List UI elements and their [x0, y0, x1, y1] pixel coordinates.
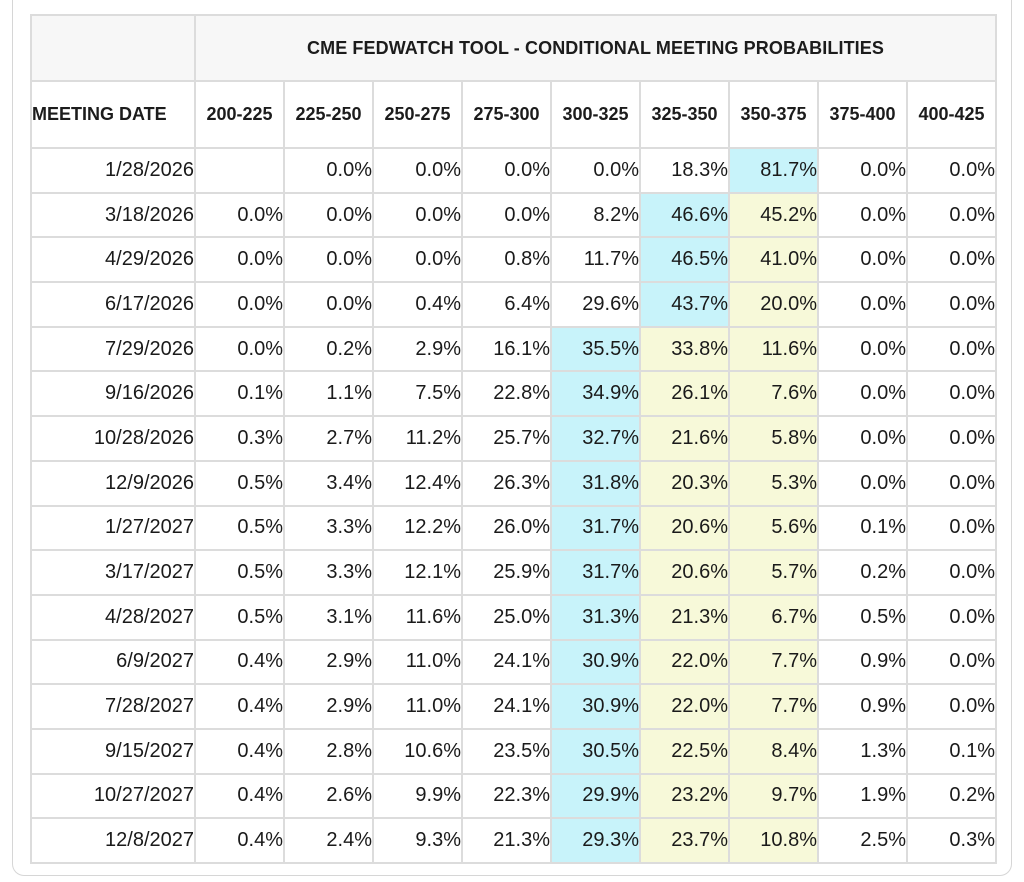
- probability-cell: 2.9%: [284, 640, 373, 685]
- probability-cell: 7.5%: [373, 371, 462, 416]
- probability-cell: 12.2%: [373, 506, 462, 551]
- probability-cell: 29.6%: [551, 282, 640, 327]
- probability-cell: 25.0%: [462, 595, 551, 640]
- probability-cell: 3.1%: [284, 595, 373, 640]
- probability-cell: 0.2%: [818, 550, 907, 595]
- rate-range-header: 325-350: [640, 81, 729, 148]
- meeting-date-cell: 6/17/2026: [31, 282, 195, 327]
- probability-cell: 0.0%: [373, 193, 462, 238]
- table-title: CME FEDWATCH TOOL - CONDITIONAL MEETING PROBABILITIES: [195, 15, 996, 81]
- probability-cell: 8.4%: [729, 729, 818, 774]
- meeting-date-cell: 7/29/2026: [31, 327, 195, 372]
- probability-cell: 0.4%: [195, 684, 284, 729]
- probability-cell: 0.4%: [195, 818, 284, 863]
- fedwatch-probability-table: [30, 14, 997, 864]
- probability-cell: 34.9%: [551, 371, 640, 416]
- probability-cell: 0.0%: [907, 148, 996, 193]
- probability-cell: 2.9%: [284, 684, 373, 729]
- probability-cell: 0.0%: [907, 550, 996, 595]
- probability-cell: 0.0%: [284, 237, 373, 282]
- meeting-date-cell: 9/16/2026: [31, 371, 195, 416]
- probability-cell: 31.7%: [551, 506, 640, 551]
- probability-cell: 0.0%: [195, 282, 284, 327]
- title-row: [31, 15, 996, 81]
- probability-cell: 2.6%: [284, 774, 373, 819]
- probability-cell: 9.7%: [729, 774, 818, 819]
- rate-range-header: 225-250: [284, 81, 373, 148]
- probability-cell: 0.0%: [907, 193, 996, 238]
- rate-range-header: 275-300: [462, 81, 551, 148]
- probability-cell: 0.0%: [818, 237, 907, 282]
- meeting-date-cell: 4/29/2026: [31, 237, 195, 282]
- probability-cell: 0.5%: [195, 461, 284, 506]
- meeting-date-cell: 1/27/2027: [31, 506, 195, 551]
- probability-cell: 0.0%: [195, 327, 284, 372]
- probability-cell: 0.0%: [907, 371, 996, 416]
- probability-cell: 29.3%: [551, 818, 640, 863]
- meeting-date-cell: 9/15/2027: [31, 729, 195, 774]
- probability-cell: 0.0%: [818, 327, 907, 372]
- probability-cell: 11.0%: [373, 640, 462, 685]
- table-row: [31, 506, 996, 551]
- rate-range-header: 375-400: [818, 81, 907, 148]
- probability-cell: 20.3%: [640, 461, 729, 506]
- probability-cell: 5.8%: [729, 416, 818, 461]
- probability-cell: 0.0%: [462, 148, 551, 193]
- probability-cell: 0.0%: [818, 371, 907, 416]
- probability-cell: 23.2%: [640, 774, 729, 819]
- probability-cell: 26.1%: [640, 371, 729, 416]
- meeting-date-header: MEETING DATE: [31, 81, 195, 148]
- meeting-date-cell: 12/9/2026: [31, 461, 195, 506]
- table-row: [31, 640, 996, 685]
- probability-cell: 33.8%: [640, 327, 729, 372]
- table-row: [31, 774, 996, 819]
- probability-cell: 0.5%: [195, 506, 284, 551]
- probability-cell: 5.7%: [729, 550, 818, 595]
- probability-cell: 0.0%: [373, 148, 462, 193]
- probability-cell: 0.4%: [195, 640, 284, 685]
- probability-cell: 0.4%: [195, 729, 284, 774]
- probability-cell: 0.5%: [195, 595, 284, 640]
- probability-cell: 0.0%: [195, 193, 284, 238]
- probability-cell: 22.5%: [640, 729, 729, 774]
- probability-cell: 0.2%: [284, 327, 373, 372]
- probability-cell: 41.0%: [729, 237, 818, 282]
- meeting-date-cell: 10/27/2027: [31, 774, 195, 819]
- probability-cell: 5.6%: [729, 506, 818, 551]
- probability-cell: 46.5%: [640, 237, 729, 282]
- probability-cell: 2.5%: [818, 818, 907, 863]
- probability-cell: 0.4%: [195, 774, 284, 819]
- probability-cell: 16.1%: [462, 327, 551, 372]
- probability-cell: 0.5%: [195, 550, 284, 595]
- table-row: [31, 729, 996, 774]
- probability-cell: 12.1%: [373, 550, 462, 595]
- probability-cell: 32.7%: [551, 416, 640, 461]
- meeting-date-cell: 10/28/2026: [31, 416, 195, 461]
- probability-cell: 7.7%: [729, 640, 818, 685]
- probability-cell: 10.6%: [373, 729, 462, 774]
- probability-cell: 11.2%: [373, 416, 462, 461]
- table-row: [31, 282, 996, 327]
- probability-cell: 11.6%: [373, 595, 462, 640]
- probability-cell: 0.1%: [195, 371, 284, 416]
- table-row: [31, 595, 996, 640]
- probability-cell: 0.0%: [907, 684, 996, 729]
- probability-cell: 9.9%: [373, 774, 462, 819]
- probability-cell: 5.3%: [729, 461, 818, 506]
- probability-cell: 22.3%: [462, 774, 551, 819]
- probability-cell: 0.0%: [284, 282, 373, 327]
- table-row: [31, 237, 996, 282]
- probability-cell: 24.1%: [462, 640, 551, 685]
- table-row: [31, 684, 996, 729]
- probability-cell: 9.3%: [373, 818, 462, 863]
- meeting-date-cell: 1/28/2026: [31, 148, 195, 193]
- blank-corner-cell: [31, 15, 195, 81]
- probability-cell: 0.5%: [818, 595, 907, 640]
- probability-cell: 30.9%: [551, 640, 640, 685]
- probability-cell: 7.7%: [729, 684, 818, 729]
- probability-cell: 0.4%: [373, 282, 462, 327]
- table-body: [31, 148, 996, 863]
- probability-cell: 30.9%: [551, 684, 640, 729]
- probability-cell: 81.7%: [729, 148, 818, 193]
- probability-cell: 22.0%: [640, 684, 729, 729]
- probability-cell: 0.0%: [907, 506, 996, 551]
- probability-cell: 43.7%: [640, 282, 729, 327]
- rate-range-header: 400-425: [907, 81, 996, 148]
- probability-cell: 3.3%: [284, 550, 373, 595]
- meeting-date-cell: 12/8/2027: [31, 818, 195, 863]
- probability-cell: 3.3%: [284, 506, 373, 551]
- probability-cell: 26.0%: [462, 506, 551, 551]
- rate-range-header: 350-375: [729, 81, 818, 148]
- table-row: [31, 416, 996, 461]
- probability-cell: 0.0%: [818, 148, 907, 193]
- probability-cell: 8.2%: [551, 193, 640, 238]
- probability-cell: 0.0%: [818, 282, 907, 327]
- probability-cell: 6.7%: [729, 595, 818, 640]
- probability-cell: 1.1%: [284, 371, 373, 416]
- probability-cell: 0.0%: [907, 461, 996, 506]
- probability-cell: 30.5%: [551, 729, 640, 774]
- probability-cell: 0.1%: [818, 506, 907, 551]
- probability-cell: 25.9%: [462, 550, 551, 595]
- probability-cell: 31.7%: [551, 550, 640, 595]
- probability-cell: 0.0%: [818, 193, 907, 238]
- probability-cell: 0.0%: [284, 148, 373, 193]
- table-row: [31, 148, 996, 193]
- probability-cell: 23.7%: [640, 818, 729, 863]
- probability-cell: 0.0%: [373, 237, 462, 282]
- probability-cell: 2.9%: [373, 327, 462, 372]
- meeting-date-cell: 3/17/2027: [31, 550, 195, 595]
- probability-cell: 22.8%: [462, 371, 551, 416]
- probability-cell: 29.9%: [551, 774, 640, 819]
- probability-cell: 11.7%: [551, 237, 640, 282]
- probability-cell: 0.0%: [907, 416, 996, 461]
- probability-cell: 2.8%: [284, 729, 373, 774]
- probability-cell: 11.6%: [729, 327, 818, 372]
- probability-cell: 0.0%: [907, 595, 996, 640]
- table-row: [31, 818, 996, 863]
- probability-cell: 0.9%: [818, 640, 907, 685]
- probability-cell: 7.6%: [729, 371, 818, 416]
- table-row: [31, 327, 996, 372]
- probability-cell: 0.3%: [907, 818, 996, 863]
- rate-range-header: 200-225: [195, 81, 284, 148]
- probability-cell: 25.7%: [462, 416, 551, 461]
- probability-cell: 1.3%: [818, 729, 907, 774]
- probability-cell: 20.6%: [640, 550, 729, 595]
- table-row: [31, 550, 996, 595]
- probability-cell: 21.3%: [640, 595, 729, 640]
- probability-cell: 12.4%: [373, 461, 462, 506]
- probability-cell: 0.0%: [818, 416, 907, 461]
- probability-cell: 22.0%: [640, 640, 729, 685]
- probability-cell: 20.6%: [640, 506, 729, 551]
- meeting-date-cell: 4/28/2027: [31, 595, 195, 640]
- probability-cell: 31.3%: [551, 595, 640, 640]
- probability-cell: 31.8%: [551, 461, 640, 506]
- rate-range-header: 300-325: [551, 81, 640, 148]
- probability-cell: 0.0%: [195, 237, 284, 282]
- probability-cell: 20.0%: [729, 282, 818, 327]
- probability-cell: 0.0%: [818, 461, 907, 506]
- probability-cell: 0.0%: [907, 640, 996, 685]
- probability-cell: 0.3%: [195, 416, 284, 461]
- table-row: [31, 193, 996, 238]
- probability-cell: 21.6%: [640, 416, 729, 461]
- probability-cell: 46.6%: [640, 193, 729, 238]
- probability-cell: 1.9%: [818, 774, 907, 819]
- meeting-date-cell: 7/28/2027: [31, 684, 195, 729]
- probability-cell: 0.0%: [462, 193, 551, 238]
- table-row: [31, 371, 996, 416]
- probability-cell: 0.9%: [818, 684, 907, 729]
- probability-cell: 2.4%: [284, 818, 373, 863]
- probability-cell: 0.0%: [551, 148, 640, 193]
- probability-cell: 0.8%: [462, 237, 551, 282]
- probability-cell: 11.0%: [373, 684, 462, 729]
- probability-cell: 0.0%: [907, 237, 996, 282]
- probability-cell: 18.3%: [640, 148, 729, 193]
- probability-cell: 24.1%: [462, 684, 551, 729]
- probability-cell: 21.3%: [462, 818, 551, 863]
- probability-cell: 10.8%: [729, 818, 818, 863]
- probability-cell: 0.0%: [907, 282, 996, 327]
- probability-cell: 0.0%: [907, 327, 996, 372]
- probability-cell: [195, 148, 284, 193]
- meeting-date-cell: 6/9/2027: [31, 640, 195, 685]
- probability-cell: 0.0%: [284, 193, 373, 238]
- probability-cell: 2.7%: [284, 416, 373, 461]
- probability-cell: 0.1%: [907, 729, 996, 774]
- table-row: [31, 461, 996, 506]
- probability-cell: 45.2%: [729, 193, 818, 238]
- probability-cell: 26.3%: [462, 461, 551, 506]
- probability-cell: 0.2%: [907, 774, 996, 819]
- probability-cell: 23.5%: [462, 729, 551, 774]
- meeting-date-cell: 3/18/2026: [31, 193, 195, 238]
- rate-range-header: 250-275: [373, 81, 462, 148]
- probability-cell: 6.4%: [462, 282, 551, 327]
- column-header-row: [31, 81, 996, 148]
- probability-cell: 35.5%: [551, 327, 640, 372]
- probability-cell: 3.4%: [284, 461, 373, 506]
